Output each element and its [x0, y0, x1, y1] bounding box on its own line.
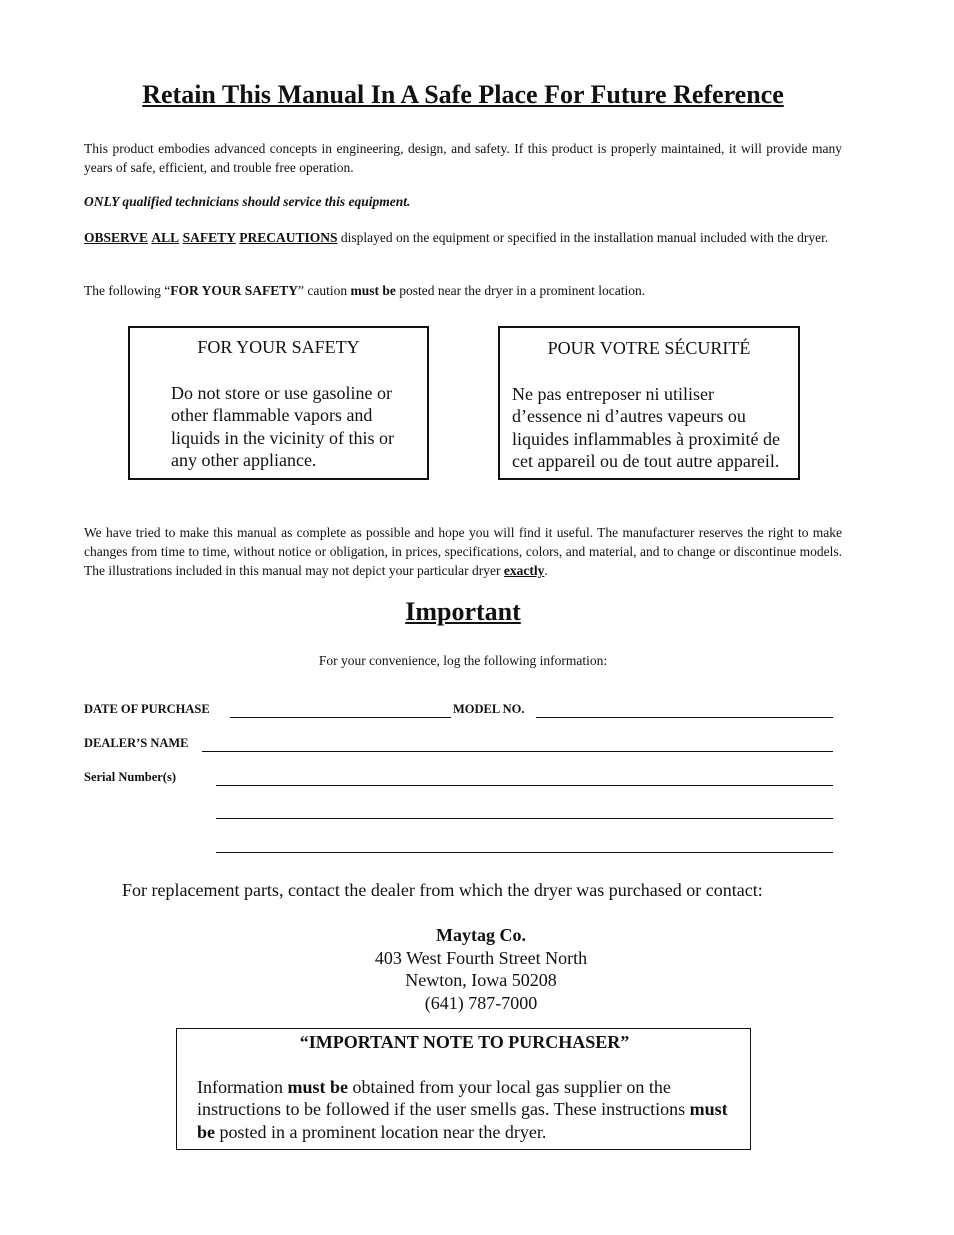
date-of-purchase-line[interactable] [230, 717, 451, 718]
manual-note-exactly: exactly [503, 563, 545, 578]
dealers-name-label: DEALER’S NAME [84, 736, 189, 750]
safety-word: SAFETY [182, 230, 236, 245]
serial-number-line-3[interactable] [216, 852, 833, 853]
manual-note-paragraph [84, 523, 842, 580]
safety-box-english-body: Do not store or use gasoline or other flammable vapors and liquids in the vicinity of this or any other appliance. [171, 382, 394, 470]
manual-note-text: We have tried to make this manual as complete as possible and hope you will find it useful. The manufacturer reserves the right to make changes from time to time, without notice or obligation, in prices, specifications, colors, and material, and to change or discontinue models. The illustrations included in this manual may not depict your particular dryer [84, 525, 842, 578]
note-bold-1: must be [287, 1076, 348, 1097]
purchaser-note-heading: “IMPORTANT NOTE TO PURCHASER” [299, 1032, 630, 1052]
street-address: 403 West Fourth Street North [374, 947, 588, 968]
note-text-2: obtained from your local gas supplier on the instructions to be followed if the user smells gas. These instructions [197, 1076, 690, 1119]
important-heading: Important [405, 597, 521, 626]
replacement-parts-text: For replacement parts, contact the dealer from which the dryer was purchased or contact: [122, 880, 763, 900]
serial-number-line-1[interactable] [216, 785, 833, 786]
phone-number: (641) 787-7000 [424, 992, 538, 1013]
maytag-address [84, 924, 878, 1014]
precautions-word: PRECAUTIONS [239, 230, 338, 245]
manual-note-end: . [544, 563, 548, 578]
safety-box-french [498, 326, 800, 480]
note-text-3: posted in a prominent location near the dryer. [215, 1121, 547, 1142]
model-no-label: MODEL NO. [453, 702, 525, 716]
purchaser-note-body [197, 1076, 732, 1144]
purchaser-note-box [176, 1028, 751, 1150]
date-of-purchase-label: DATE OF PURCHASE [84, 702, 210, 716]
page-title: Retain This Manual In A Safe Place For Future Reference [142, 80, 784, 109]
company-name: Maytag Co. [436, 925, 526, 945]
qualified-note-text: ONLY qualified technicians should service this equipment. [84, 194, 411, 209]
safety-box-french-body: Ne pas entreposer ni utiliser d’essence ni d’autres vapeurs ou liquides inflammables à proximité de cet appareil ou de tout autre appareil. [512, 383, 780, 471]
observe-word: OBSERVE [84, 230, 149, 245]
convenience-text: For your convenience, log the following information: [318, 653, 608, 668]
observe-paragraph [84, 228, 842, 247]
safety-box-english-heading: FOR YOUR SAFETY [197, 337, 360, 357]
following-bold-safety: FOR YOUR SAFETY [170, 283, 298, 298]
safety-box-english [128, 326, 429, 480]
all-word: ALL [151, 230, 180, 245]
qualified-technicians-note [84, 192, 842, 211]
intro-paragraph: This product embodies advanced concepts in engineering, design, and safety. If this product is properly maintained, it will provide many years of safe, efficient, and trouble free operation. [84, 141, 842, 175]
following-paragraph [84, 281, 842, 300]
following-bold-mustbe: must be [350, 283, 396, 298]
observe-rest: displayed on the equipment or specified in the installation manual included with the dryer. [337, 230, 829, 245]
safety-box-french-heading: POUR VOTRE SÉCURITÉ [547, 338, 751, 358]
city-state-zip: Newton, Iowa 50208 [405, 970, 557, 990]
following-mid: ” caution [298, 283, 351, 298]
following-pre: The following “ [84, 283, 171, 298]
dealers-name-line[interactable] [202, 751, 833, 752]
model-no-line[interactable] [536, 717, 833, 718]
serial-number-line-2[interactable] [216, 818, 833, 819]
following-post: posted near the dryer in a prominent location. [395, 283, 646, 298]
serial-numbers-label: Serial Number(s) [84, 770, 176, 784]
note-bold-2: must be [197, 1099, 728, 1142]
note-text-1: Information [197, 1076, 288, 1097]
